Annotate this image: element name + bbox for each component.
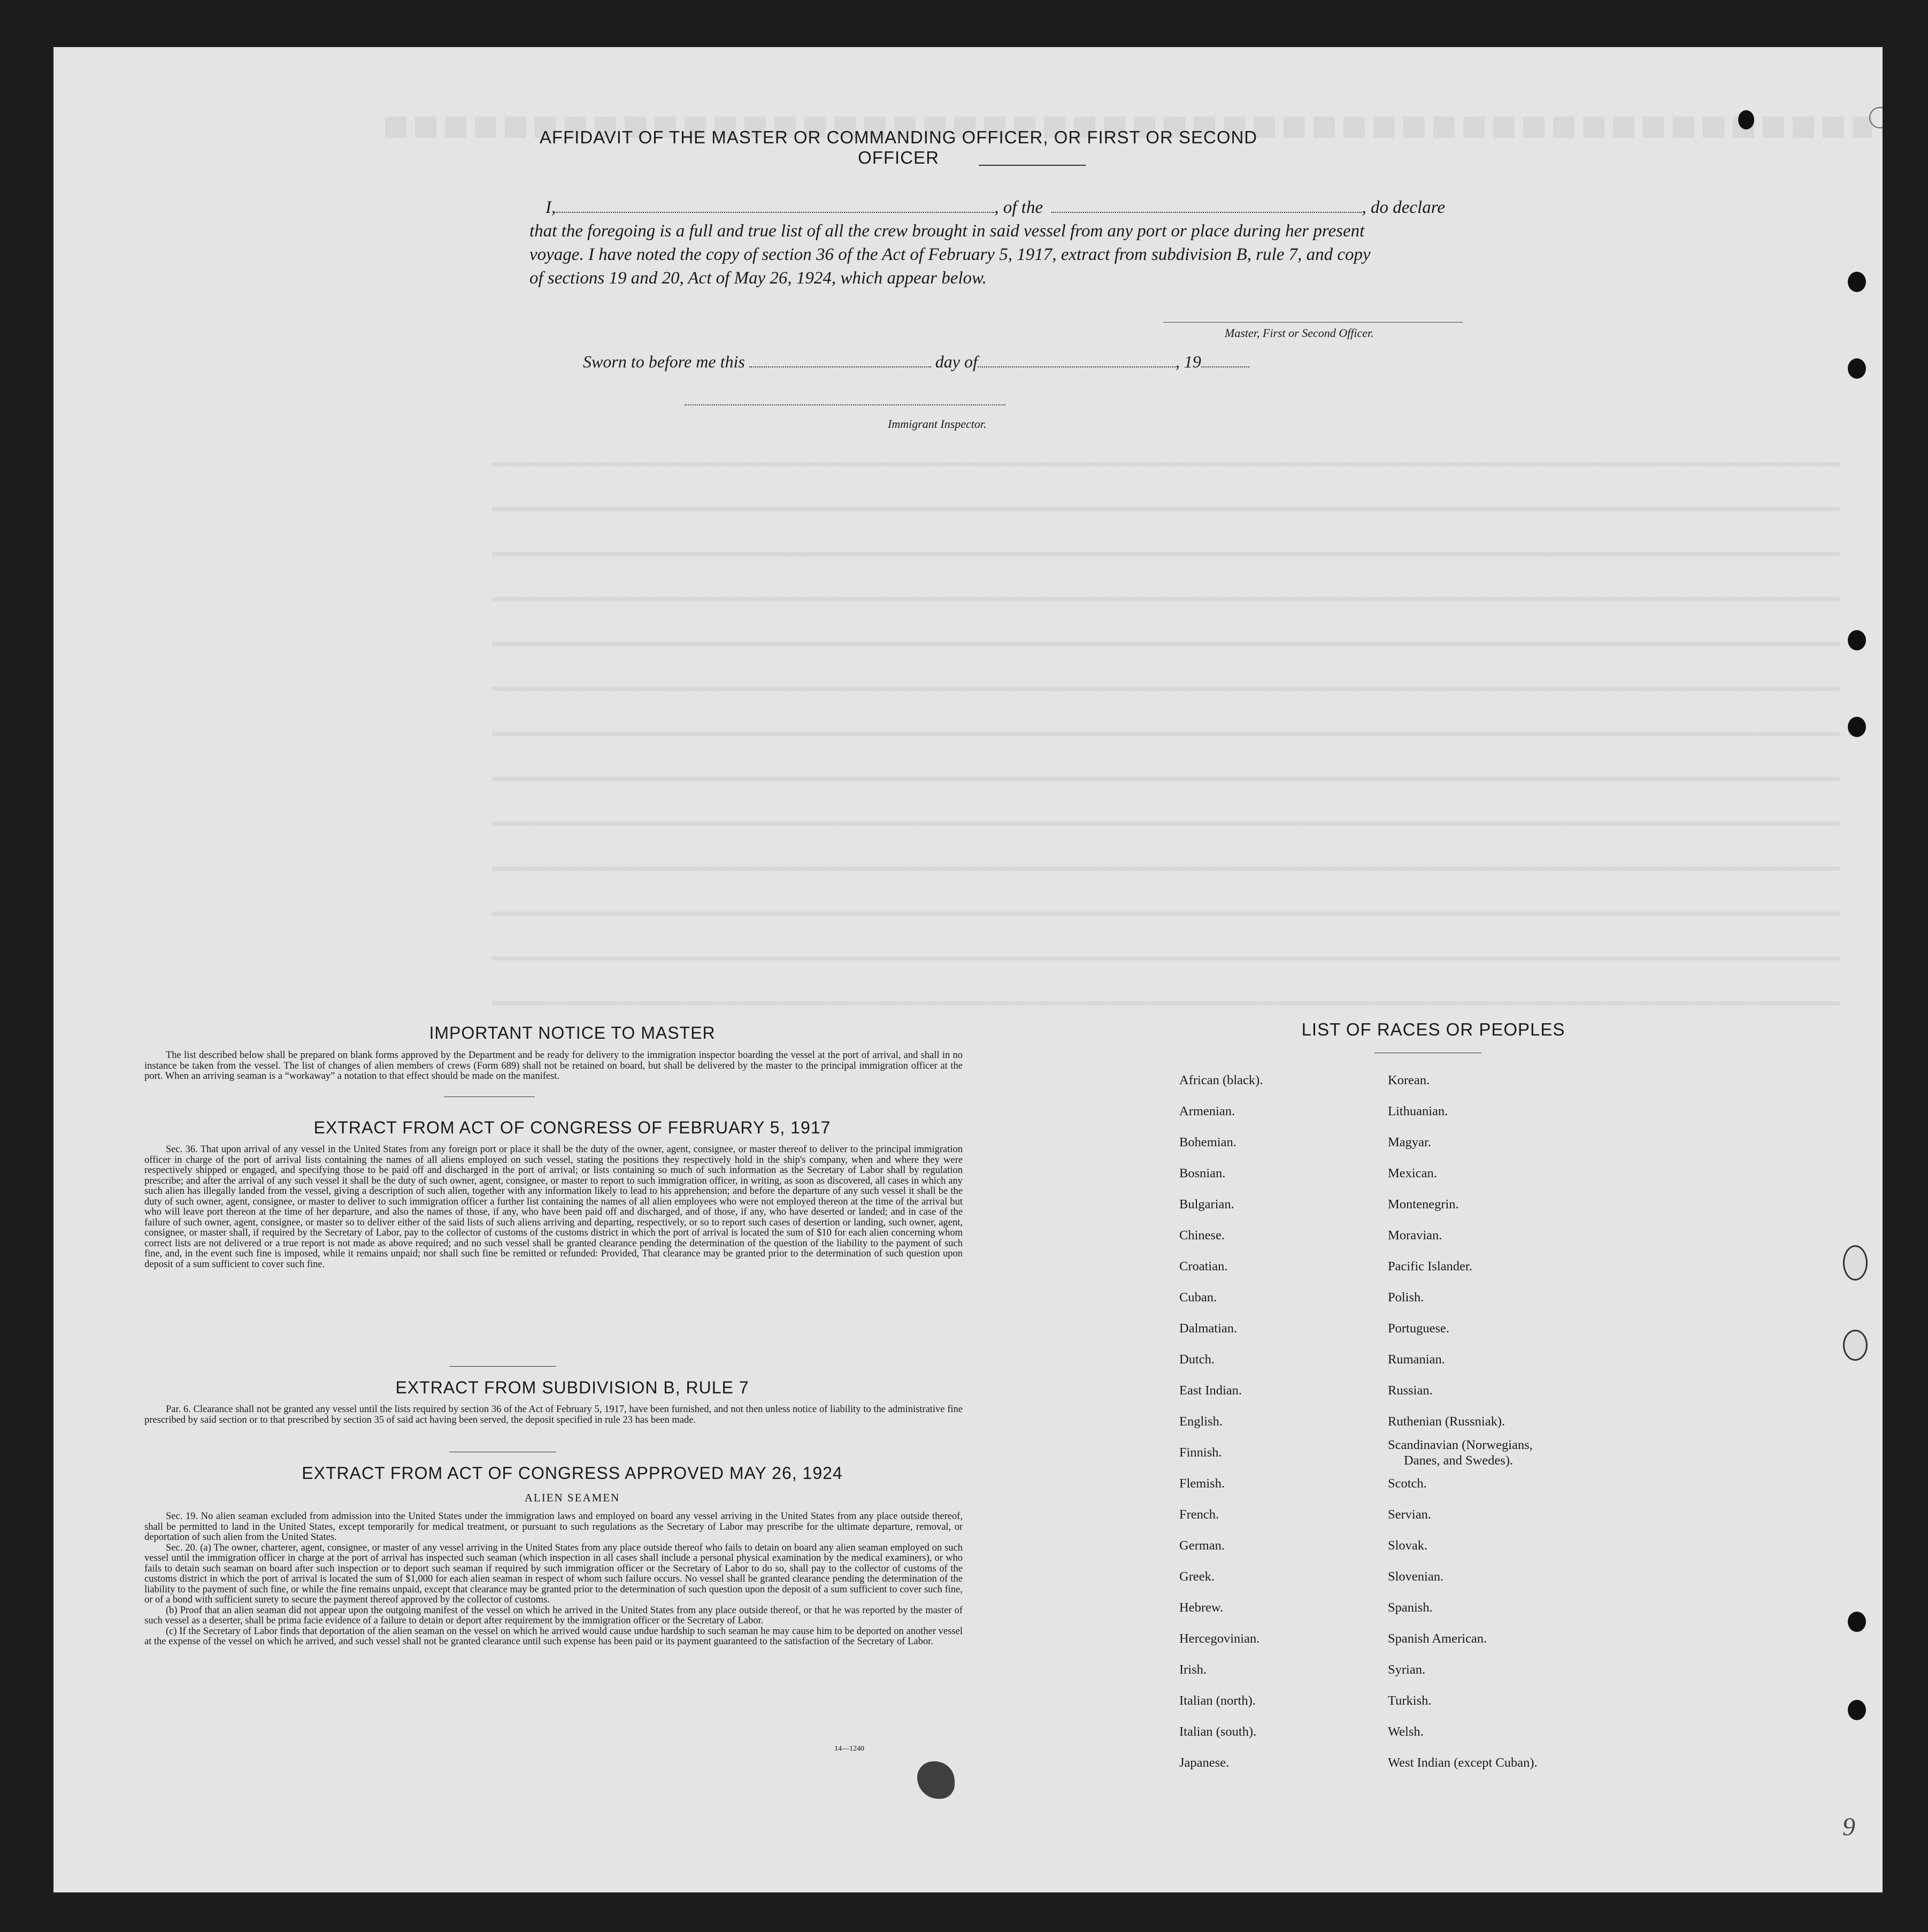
race-item: Magyar.	[1388, 1135, 1431, 1149]
punch-hole-icon	[1848, 1612, 1866, 1632]
section-19-paragraph: Sec. 19. No alien seaman excluded from admission into the United States under the immigration laws and employed on board any vessel arriving in the United States from any place outside thereof, shall be permitted to land in the United States, except temporarily for medical treatment, or pursuant to such regulations as the Secretary of Labor may prescribe for the ultimate departure, removal, or deportation of such alien from the United States.	[144, 1511, 963, 1543]
race-item: Slovak.	[1388, 1538, 1428, 1553]
ink-smudge	[917, 1761, 955, 1799]
race-item: Bulgarian.	[1179, 1197, 1234, 1212]
race-item: Scotch.	[1388, 1476, 1427, 1491]
sworn-day-label: day of	[935, 352, 978, 371]
sworn-year-field[interactable]	[1201, 366, 1249, 367]
alien-seamen-subtitle: ALIEN SEAMEN	[524, 1491, 620, 1504]
extract-rule7-title: EXTRACT FROM SUBDIVISION B, RULE 7	[395, 1378, 749, 1397]
affidavit-of-the: , of the	[994, 198, 1043, 217]
affidavit-line-4: of sections 19 and 20, Act of May 26, 1924, which appear below.	[529, 269, 987, 288]
race-item-continuation: Danes, and Swedes).	[1404, 1453, 1514, 1468]
race-item-line: Scandinavian (Norwegians,	[1388, 1438, 1533, 1452]
race-item: Japanese.	[1179, 1755, 1230, 1770]
race-item: Servian.	[1388, 1507, 1431, 1522]
race-item: Portuguese.	[1388, 1321, 1449, 1336]
punch-hole-icon	[1738, 110, 1754, 129]
notice-text	[144, 1051, 963, 1082]
race-item: Ruthenian (Russniak).	[1388, 1414, 1505, 1429]
name-field[interactable]	[556, 212, 994, 213]
punch-hole-icon	[1848, 630, 1866, 650]
race-item: Bosnian.	[1179, 1166, 1226, 1180]
races-right-column	[1388, 1065, 1538, 1778]
document-page	[53, 47, 1883, 1892]
extract-1917-title: EXTRACT FROM ACT OF CONGRESS OF FEBRUARY 5, 1917	[313, 1118, 831, 1137]
punch-hole-icon	[1848, 272, 1866, 292]
race-item: Hebrew.	[1179, 1600, 1224, 1615]
punch-hole-icon	[1848, 717, 1866, 737]
notice-paragraph: The list described below shall be prepared on blank forms approved by the Department and be ready for delivery to the immigration inspector boarding the vessel at the port of arrival, and shall in no instance be taken from the vessel. The list of changes of alien members of crews (Form 689) shall not be retained on board, but shall be delivered by the master to the principal immigration officer at the port. When an arriving seaman is a “workaway” a notation to that effect should be made on the manifest.	[144, 1050, 963, 1082]
race-item: Slovenian.	[1388, 1569, 1444, 1584]
bleed-through-rows	[492, 432, 1840, 1042]
margin-note: 9	[1842, 1813, 1855, 1841]
notice-title: IMPORTANT NOTICE TO MASTER	[429, 1023, 716, 1042]
inspector-signature-line[interactable]	[685, 404, 1005, 405]
race-item: Polish.	[1388, 1290, 1424, 1305]
race-item: Welsh.	[1388, 1724, 1424, 1739]
affidavit-title-rule	[979, 165, 1086, 166]
race-item: Korean.	[1388, 1073, 1430, 1087]
race-item	[1388, 1437, 1538, 1468]
race-item: Finnish.	[1179, 1445, 1222, 1460]
affidavit-i: I,	[546, 198, 556, 217]
extract-1924-title: EXTRACT FROM ACT OF CONGRESS APPROVED MAY 26, 1924	[302, 1463, 843, 1483]
race-item: Lithuanian.	[1388, 1104, 1448, 1118]
extract-1917-paragraph: Sec. 36. That upon arrival of any vessel in the United States from any foreign port or place it shall be the duty of the owner, agent, consignee, or master thereof to deliver to the principal immigration officer in charge of the port of arrival lists containing the names of all aliens employed on such vessel, stating the positions they respectively hold in the ship's company, when and where they were respectively shipped or engaged, and specifying those to be paid off and discharged in the port of arrival; or lists containing so much of such information as the Secretary of Labor shall by regulation prescribe; and after the arrival of any such vessel it shall be the duty of such owner, agent, consignee, or master to report to such immigration officer, in writing, as soon as discovered, all cases in which any such alien has illegally landed from the vessel, giving a description of such alien, together with any information likely to lead to his apprehension; and before the departure of any such vessel it shall be the duty of such owner, agent, consignee, or master to deliver to such immigration officer a further list containing the names of all alien employees who were not employed thereon at the time of the arrival but who will leave port thereon at the time of her departure, and also the names of those, if any, who have been paid off and discharged, and of those, if any, who have deserted or landed; and in case of the failure of such owner, agent, consignee, or master so to deliver either of the said lists of such aliens arriving and departing, respectively, or so to report such cases of desertion or landing, such owner, agent, consignee, or master shall, if required by the Secretary of Labor, pay to the collector of customs of the customs district in which the port of arrival is located the sum of $10 for each alien concerning whom correct lists are not delivered or a true report is not made as above required; and no such vessel shall be granted clearance pending the determination of the question of the liability to the payment of such fine, and, in the event such fine is imposed, while it remains unpaid; nor shall such fine be remitted or refunded: Provided, That clearance may be granted prior to the determination of such question upon deposit of a sum sufficient to cover such fine.	[144, 1144, 963, 1270]
race-item: Spanish.	[1388, 1600, 1433, 1615]
affidavit-title: AFFIDAVIT OF THE MASTER OR COMMANDING OFFICER, OR FIRST OR SECOND OFFICER	[539, 127, 1258, 167]
race-item: Turkish.	[1388, 1693, 1432, 1708]
race-item: Armenian.	[1179, 1104, 1235, 1118]
race-item: Syrian.	[1388, 1662, 1426, 1677]
race-item: French.	[1179, 1507, 1219, 1522]
vessel-field[interactable]	[1051, 212, 1362, 213]
punch-hole-icon	[1848, 1700, 1866, 1720]
section-20b-paragraph: (b) Proof that an alien seaman did not appear upon the outgoing manifest of the vessel on which he arrived in the United States from any place outside thereof, or that he was reported by the master of such vessel as a deserter, shall be prima facie evidence of a failure to detain or deport after requirement by the immigration officer or the Secretary of Labor.	[144, 1605, 963, 1626]
race-item: German.	[1179, 1538, 1225, 1553]
inspector-caption: Immigrant Inspector.	[888, 417, 987, 431]
section-20a-paragraph: Sec. 20. (a) The owner, charterer, agent, consignee, or master of any vessel arriving in the United States from any place outside thereof who fails to detain on board any alien seaman employed on such vessel until the immigration officer in charge at the port of arrival has inspected such seaman (which inspection in all cases shall include a personal physical examination by the medical examiners), or who fails to detain such seaman on board after such inspection or to deport such seaman if required by such immigration officer or the Secretary of Labor to do so, shall pay to the collector of customs of the customs district in which the port of arrival is located the sum of $1,000 for each alien seaman in respect of whom such failure occurs. No vessel shall be granted clearance pending the determination of the liability to the payment of such fine, or while the fine remains unpaid, except that clearance may be granted prior to the determination of such question upon the deposit of a sum sufficient to cover such fine, or of a bond with sufficient surety to secure the payment thereof approved by the collector of customs.	[144, 1542, 963, 1605]
extract-1924-text	[144, 1512, 963, 1647]
race-item: Italian (north).	[1179, 1693, 1256, 1708]
race-item: Irish.	[1179, 1662, 1207, 1677]
section-20c-paragraph: (c) If the Secretary of Labor finds that deportation of the alien seaman on the vessel on which he arrived would cause undue hardship to such seaman he may cause him to be deported on another vessel at the expense of the vessel on which he arrived, and such vessel shall not be granted clearance until such expense has been paid or its payment guaranteed to the satisfaction of the Secretary of Labor.	[144, 1626, 963, 1647]
race-item: Hercegovinian.	[1179, 1631, 1260, 1646]
race-item: African (black).	[1179, 1073, 1263, 1087]
race-item: Italian (south).	[1179, 1724, 1257, 1739]
form-number: 14—1240	[834, 1745, 864, 1753]
race-item: Russian.	[1388, 1383, 1433, 1398]
affidavit-line-1	[546, 198, 1445, 218]
extract-rule7-paragraph: Par. 6. Clearance shall not be granted any vessel until the lists required by section 36 of the Act of February 5, 1917, have been furnished, and not then unless notice of liability to the administrative fine prescribed by said section or to that prescribed by section 35 of said act having been served, the deposit specified in rule 23 has been made.	[144, 1404, 963, 1425]
punch-hole-icon	[1843, 1245, 1868, 1281]
race-item: Rumanian.	[1388, 1352, 1445, 1367]
race-item: Flemish.	[1179, 1476, 1225, 1491]
race-item: Pacific Islander.	[1388, 1259, 1472, 1274]
extract-rule7-text	[144, 1405, 963, 1425]
race-item: Spanish American.	[1388, 1631, 1487, 1646]
signature-line[interactable]	[1163, 322, 1463, 323]
race-item: Dalmatian.	[1179, 1321, 1238, 1336]
sworn-line	[583, 352, 1249, 372]
race-item: Chinese.	[1179, 1228, 1225, 1243]
sworn-prefix: Sworn to before me this	[583, 352, 745, 371]
race-item: English.	[1179, 1414, 1223, 1429]
sworn-day-field[interactable]	[749, 366, 931, 367]
signature-caption: Master, First or Second Officer.	[1225, 326, 1374, 340]
affidavit-line-2: that the foregoing is a full and true list of all the crew brought in said vessel from any port or place during her present	[529, 221, 1365, 241]
races-left-column	[1179, 1065, 1263, 1778]
race-item: Moravian.	[1388, 1228, 1442, 1243]
punch-hole-icon	[1848, 358, 1866, 379]
affidavit-line-3: voyage. I have noted the copy of section 36 of the Act of February 5, 1917, extract from subdivision B, rule 7, and copy	[529, 245, 1371, 264]
race-item: Dutch.	[1179, 1352, 1215, 1367]
race-item: West Indian (except Cuban).	[1388, 1755, 1538, 1770]
race-item: Mexican.	[1388, 1166, 1437, 1180]
punch-hole-icon	[1843, 1330, 1868, 1361]
race-item: Bohemian.	[1179, 1135, 1236, 1149]
race-item: Croatian.	[1179, 1259, 1228, 1274]
race-item: Cuban.	[1179, 1290, 1217, 1305]
extract-1917-rule	[449, 1366, 556, 1367]
race-item: East Indian.	[1179, 1383, 1242, 1398]
sworn-month-field[interactable]	[978, 366, 1176, 367]
race-item: Montenegrin.	[1388, 1197, 1459, 1212]
race-item: Greek.	[1179, 1569, 1215, 1584]
extract-1917-text	[144, 1145, 963, 1270]
races-title: LIST OF RACES OR PEOPLES	[1301, 1019, 1565, 1039]
sworn-year-label: , 19	[1175, 352, 1201, 371]
affidavit-declare: , do declare	[1362, 198, 1445, 217]
